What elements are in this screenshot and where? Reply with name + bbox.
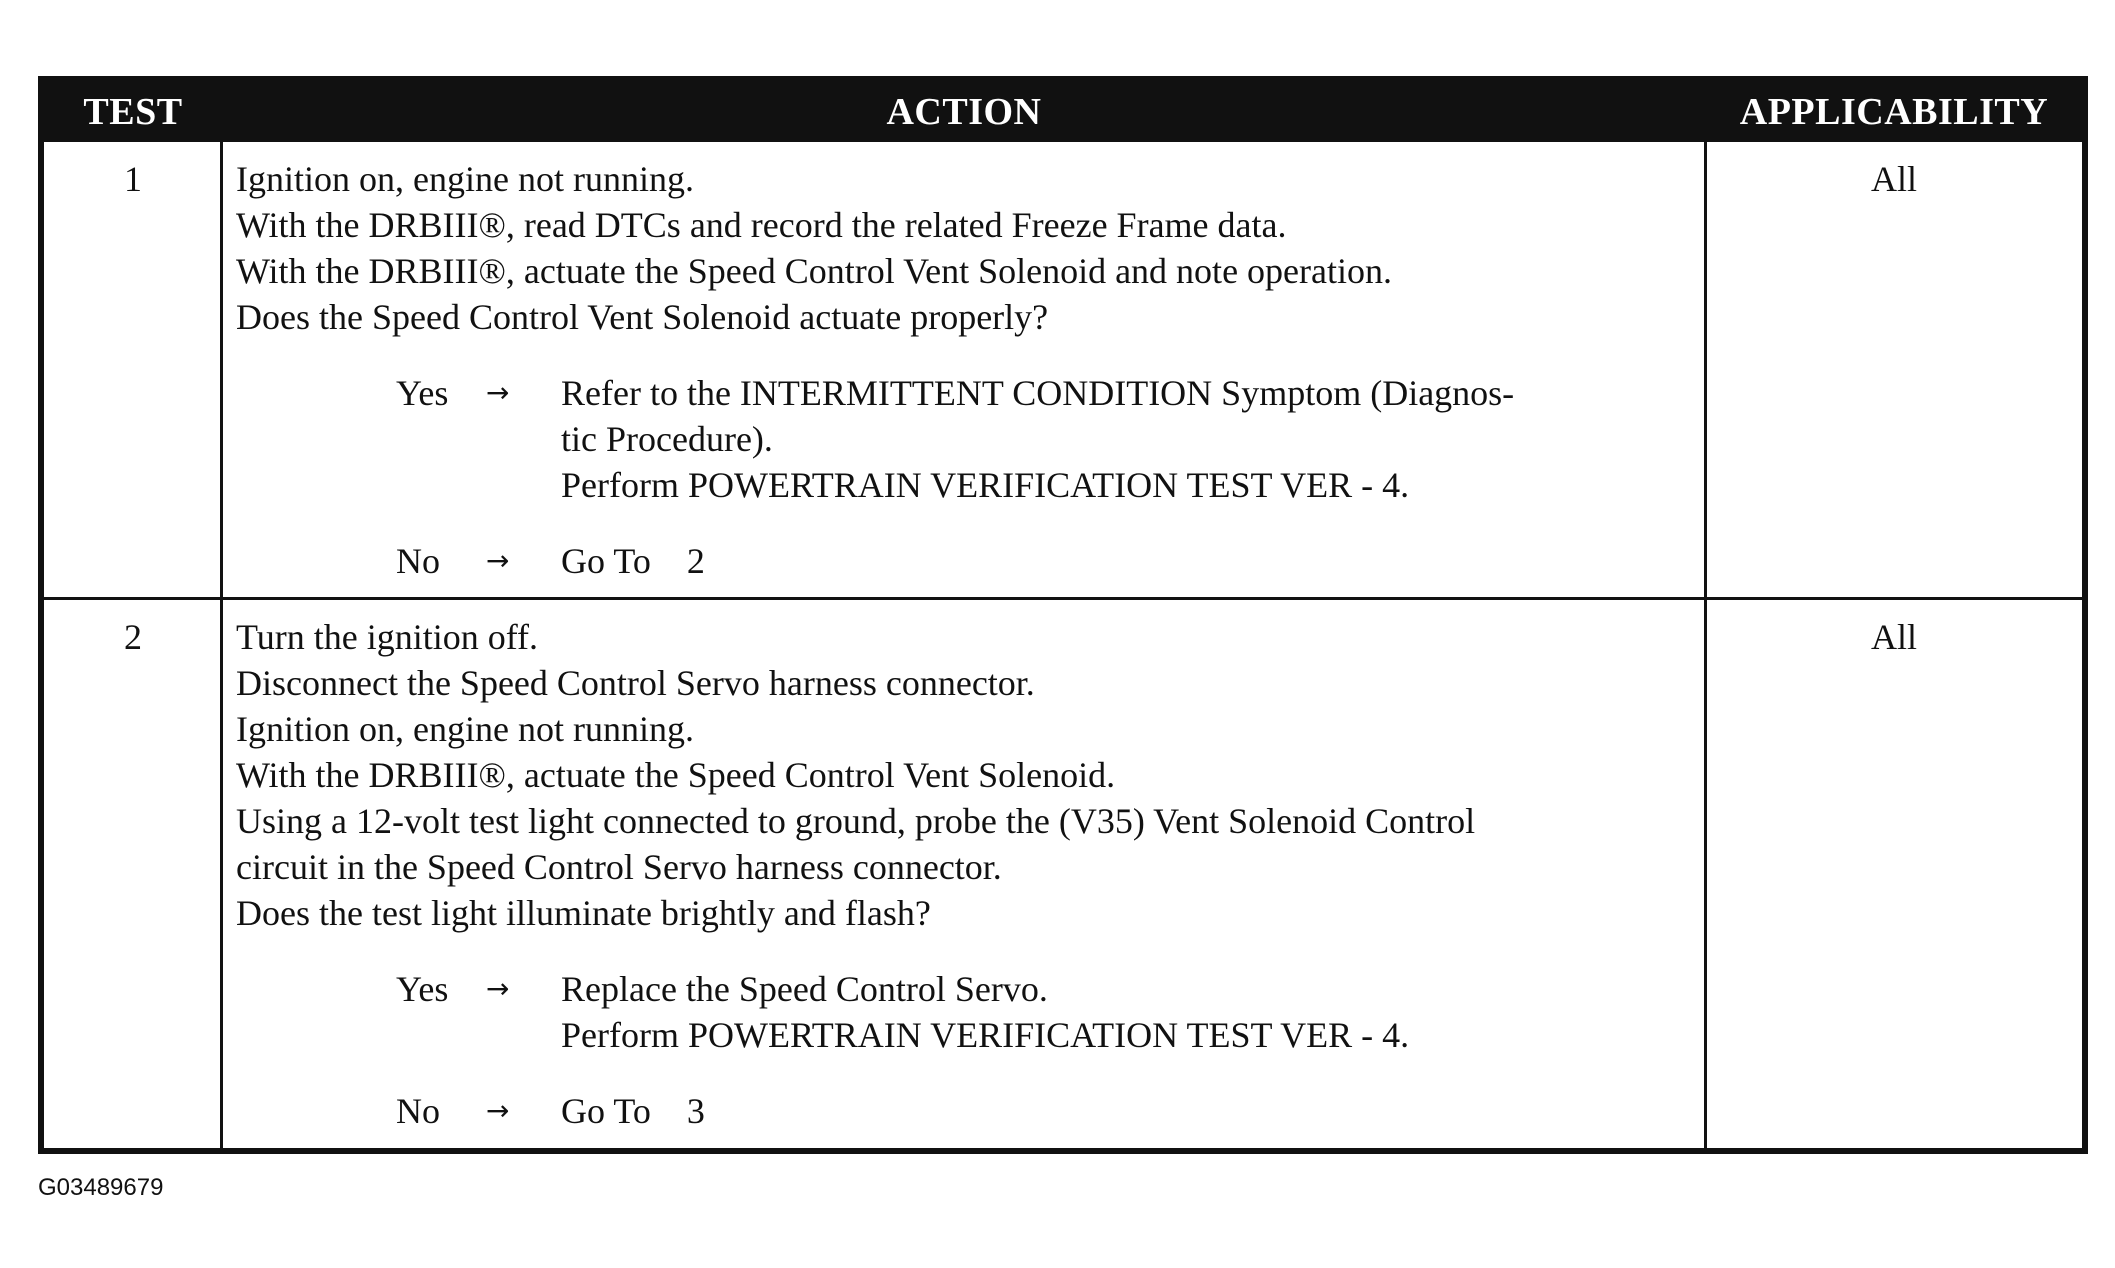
goto-line — [561, 538, 1696, 584]
action-step: With the DRBIII®, read DTCs and record the related Freeze Frame data. — [236, 205, 1287, 245]
no-label: No — [396, 541, 440, 581]
no-branch — [236, 1088, 1696, 1134]
arrow-right-icon: → — [486, 972, 510, 1005]
goto-number: 3 — [686, 1091, 705, 1131]
table-header — [44, 82, 2082, 142]
action-step: Using a 12-volt test light connected to ground, probe the (V35) Vent Solenoid Control — [236, 801, 1476, 841]
header-test: TEST — [83, 91, 183, 133]
test-number: 1 — [124, 159, 142, 199]
result-line: Perform POWERTRAIN VERIFICATION TEST VER - 4. — [561, 1015, 1410, 1055]
yes-result — [561, 370, 1696, 508]
action-cell — [236, 156, 1696, 584]
header-applicability: APPLICABILITY — [1739, 91, 2049, 133]
arrow-right-icon: → — [486, 376, 510, 409]
goto-label: Go To — [561, 1091, 651, 1131]
no-result — [561, 538, 1696, 584]
action-step: With the DRBIII®, actuate the Speed Control Vent Solenoid and note operation. — [236, 251, 1392, 291]
goto-label: Go To — [561, 541, 651, 581]
goto-line — [561, 1088, 1696, 1134]
goto-number: 2 — [686, 541, 705, 581]
action-step: Ignition on, engine not running. — [236, 709, 694, 749]
action-step: circuit in the Speed Control Servo harness connector. — [236, 847, 1002, 887]
result-line: Perform POWERTRAIN VERIFICATION TEST VER - 4. — [561, 465, 1410, 505]
action-cell — [236, 614, 1696, 1134]
action-step: Turn the ignition off. — [236, 617, 539, 657]
yes-label: Yes — [396, 373, 449, 413]
no-result — [561, 1088, 1696, 1134]
result-line: Refer to the INTERMITTENT CONDITION Symptom (Diagnos- — [561, 373, 1515, 413]
diagnostic-table — [38, 76, 2088, 1154]
arrow-right-icon: → — [486, 1094, 510, 1127]
action-step: Disconnect the Speed Control Servo harness connector. — [236, 663, 1035, 703]
table-row — [44, 600, 2082, 1148]
no-label: No — [396, 1091, 440, 1131]
yes-result — [561, 966, 1696, 1058]
no-branch — [236, 538, 1696, 584]
yes-branch — [236, 370, 1696, 508]
table-row — [44, 142, 2082, 597]
yes-label: Yes — [396, 969, 449, 1009]
result-line: Replace the Speed Control Servo. — [561, 969, 1048, 1009]
test-number: 2 — [124, 617, 142, 657]
result-line: tic Procedure). — [561, 419, 773, 459]
arrow-right-icon: → — [486, 544, 510, 577]
action-step: Ignition on, engine not running. — [236, 159, 694, 199]
figure-id: G03489679 — [38, 1174, 164, 1201]
action-step: Does the test light illuminate brightly and flash? — [236, 893, 931, 933]
header-action: ACTION — [886, 91, 1042, 133]
applicability-value: All — [1870, 617, 1917, 657]
action-step: With the DRBIII®, actuate the Speed Control Vent Solenoid. — [236, 755, 1116, 795]
action-step: Does the Speed Control Vent Solenoid actuate properly? — [236, 297, 1049, 337]
yes-branch — [236, 966, 1696, 1058]
applicability-value: All — [1870, 159, 1917, 199]
